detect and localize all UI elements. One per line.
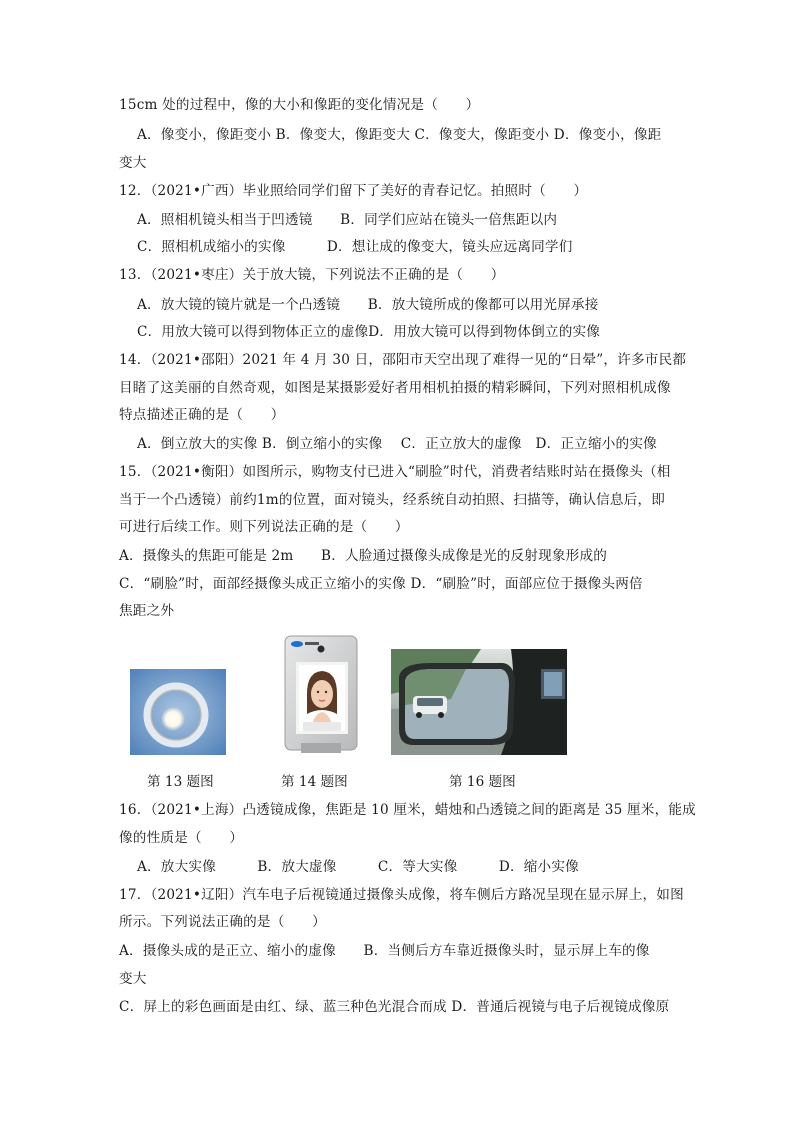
q13-options: C．用放大镜可以得到物体正立的虚像D．用放大镜可以得到物体倒立的实像 [137, 324, 601, 340]
q16-options: A．放大实像 B．放大虚像 C．等大实像 D．缩小实像 [137, 859, 579, 875]
q17-options: C．屏上的彩色画面是由红、绿、蓝三种色光混合而成 D．普通后视镜与电子后视镜成像原 [119, 999, 670, 1015]
q15-options: C．“刷脸”时，面部经摄像头成正立缩小的实像 D．“刷脸”时，面部应位于摄像头两倍 [119, 576, 643, 592]
text-line: 15cm 处的过程中，像的大小和像距的变化情况是（ ） [119, 97, 480, 113]
question-17-stem: 17．（2021•辽阳）汽车电子后视镜通过摄像头成像，将车侧后方路况呈现在显示屏上，如图 [119, 887, 684, 903]
car-side-mirror-photo [391, 649, 567, 755]
q17-options: A．摄像头成的是正立、缩小的虚像 B．当侧后方车靠近摄像头时，显示屏上车的像 [119, 943, 650, 959]
solar-halo-photo [130, 669, 226, 755]
question-14-stem: 特点描述正确的是（ ） [119, 407, 285, 423]
question-15-stem: 可进行后续工作。则下列说法正确的是（ ） [119, 519, 409, 535]
question-16-stem: 像的性质是（ ） [119, 830, 244, 846]
question-12-stem: 12．（2021•广西）毕业照给同学们留下了美好的青春记忆。拍照时（ ） [119, 183, 588, 199]
question-13-stem: 13．（2021•枣庄）关于放大镜，下列说法不正确的是（ ） [119, 267, 505, 283]
question-14-stem: 14．（2021•邵阳）2021 年 4 月 30 日，邵阳市天空出现了难得一见的“日晕”，许多市民都 [119, 352, 687, 368]
q17-options: 变大 [119, 971, 147, 987]
question-16-stem: 16．（2021•上海）凸透镜成像，焦距是 10 厘米，蜡烛和凸透镜之间的距离是 35 厘米，能成 [119, 802, 696, 818]
question-17-stem: 所示。下列说法正确的是（ ） [119, 914, 326, 930]
q12-options: A．照相机镜头相当于凹透镜 B．同学们应站在镜头一倍焦距以内 [137, 212, 558, 228]
question-15-stem: 15．（2021•衡阳）如图所示，购物支付已进入“刷脸”时代，消费者结账时站在摄像头（相 [119, 464, 671, 480]
text-line: 变大 [119, 155, 147, 171]
q15-options: 焦距之外 [119, 603, 175, 619]
q14-options: A．倒立放大的实像 B．倒立缩小的实像 C．正立放大的虚像 D．正立缩小的实像 [137, 436, 657, 452]
q11-options: A．像变小，像距变小 B．像变大，像距变大 C．像变大，像距变小 D．像变小，像距 [137, 127, 662, 143]
face-payment-terminal-photo [283, 634, 359, 755]
question-15-stem: 当于一个凸透镜）前约1m的位置，面对镜头，经系统自动拍照、扫描等，确认信息后，即 [119, 492, 666, 508]
figure-13-caption: 第 13 题图 [147, 774, 214, 790]
q15-options: A．摄像头的焦距可能是 2m B．人脸通过摄像头成像是光的反射现象形成的 [119, 548, 608, 564]
figure-16-caption: 第 16 题图 [449, 774, 516, 790]
q12-options: C．照相机成缩小的实像 D．想让成的像变大，镜头应远离同学们 [137, 239, 573, 255]
q13-options: A．放大镜的镜片就是一个凸透镜 B．放大镜所成的像都可以用光屏承接 [137, 297, 599, 313]
question-14-stem: 目睹了这美丽的自然奇观，如图是某摄影爱好者用相机拍摄的精彩瞬间，下列对照相机成像 [119, 380, 671, 396]
figure-14-caption: 第 14 题图 [281, 774, 348, 790]
